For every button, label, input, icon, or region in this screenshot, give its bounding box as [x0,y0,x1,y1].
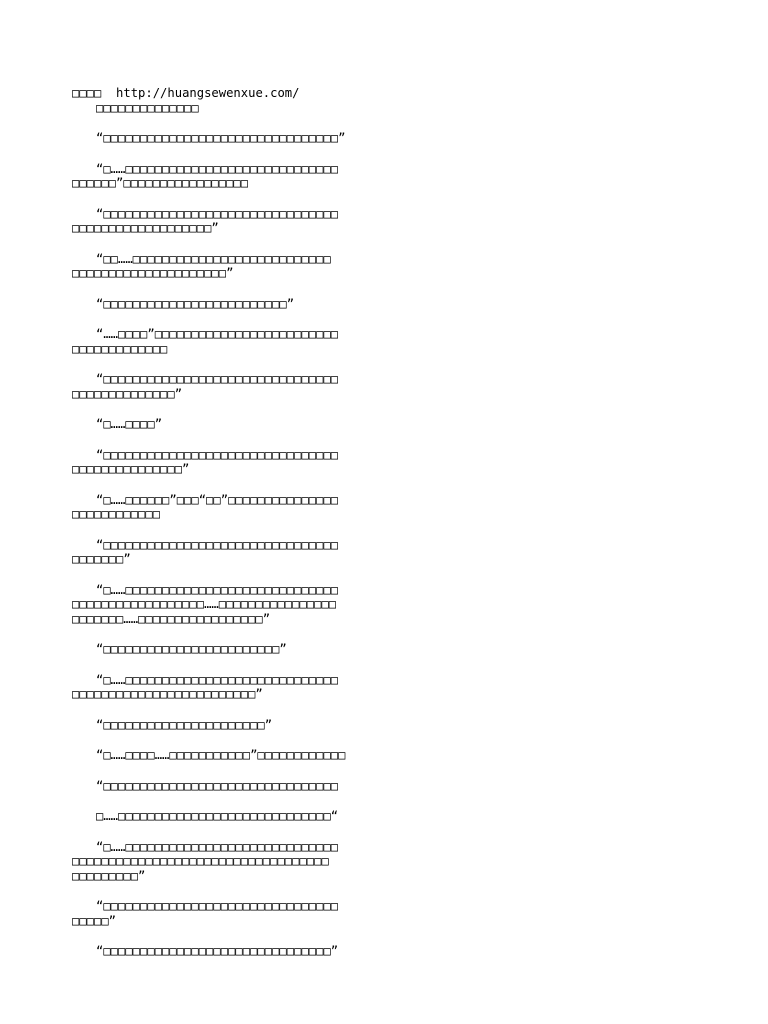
paragraph [72,718,362,733]
paragraph-first-line: “□□□□□□□□□□□□□□□□□□□□□□□□□□□□□□□□ [96,206,339,221]
paragraph-continuation-line: □□□□□□□□□□□□□□□□□□□□□□□□□□□□□□□□□□□ [72,854,329,868]
paragraph-first-line: “□……□□□□” [96,417,163,431]
document-page [72,86,362,959]
paragraph [72,899,362,928]
paragraph [72,673,362,702]
paragraph [72,252,362,281]
paragraph-continuation-line: □□□□□” [72,913,117,928]
paragraph-first-line: “□□□□□□□□□□□□□□□□□□□□□□□□□□□□□□□□ [96,372,339,386]
paragraph-continuation-line: □□□□□□□□□□□□ [72,507,161,521]
paragraph-continuation-line: □□□□□□□□□□□□□□□□□□……□□□□□□□□□□□□□□□□ [72,597,337,611]
site-header-line [72,86,362,101]
paragraph-continuation-line: □□□□□□□□□□□□□□□□□□□□□” [72,266,234,280]
paragraph [72,538,362,567]
paragraph [72,207,362,236]
paragraph-continuation-line: □□□□□□□……□□□□□□□□□□□□□□□□□” [72,611,271,626]
paragraph [72,840,362,884]
paragraph [72,297,362,312]
paragraph-continuation-line: □□□□□□□□□” [72,868,146,883]
paragraph-first-line: “□□□□□□□□□□□□□□□□□□□□□□□□□□□□□□□□ [96,537,339,552]
paragraph-continuation-line: □□□□□□□□□□□□□□□” [72,462,190,476]
site-prefix-text: □□□□ [72,86,117,100]
paragraph [72,131,362,146]
paragraph-first-line: “□……□□□□……□□□□□□□□□□□”□□□□□□□□□□□□ [96,748,346,762]
paragraph-first-line: “□……□□□□□□□□□□□□□□□□□□□□□□□□□□□□□ [96,161,339,176]
site-url-link[interactable]: http://huangsewenxue.com/ [116,86,300,100]
header-subtitle: □□□□□□□□□□□□□□ [96,100,199,115]
paragraph-first-line: “□……□□□□□□□□□□□□□□□□□□□□□□□□□□□□□ [96,672,339,687]
paragraph [72,448,362,477]
paragraph-first-line: “□□□□□□□□□□□□□□□□□□□□□□□□□□□□□□□□ [96,899,339,913]
paragraph-first-line: “……□□□□”□□□□□□□□□□□□□□□□□□□□□□□□□ [96,327,339,341]
paragraph-continuation-line: □□□□□□□□□□□□□ [72,341,168,356]
paragraph [72,642,362,657]
paragraph-first-line: “□□□□□□□□□□□□□□□□□□□□□□” [96,717,273,732]
paragraph-first-line: “□□□□□□□□□□□□□□□□□□□□□□□□□□□□□□□□ [96,778,339,793]
paragraph-first-line: “□□□□□□□□□□□□□□□□□□□□□□□□□□□□□□□□” [96,131,346,145]
paragraph-continuation-line: □□□□□□□” [72,552,131,566]
paragraph-first-line: “□……□□□□□□□□□□□□□□□□□□□□□□□□□□□□□ [96,582,339,597]
paragraph-continuation-line: □□□□□□□□□□□□□□” [72,386,183,401]
paragraph-first-line: “□……□□□□□□□□□□□□□□□□□□□□□□□□□□□□□ [96,839,339,854]
paragraph-first-line: “□□□□□□□□□□□□□□□□□□□□□□□□□□□□□□□□ [96,447,339,462]
paragraph [72,327,362,356]
paragraph [72,944,362,959]
paragraph [72,779,362,794]
paragraph-first-line: “□……□□□□□□”□□□“□□”□□□□□□□□□□□□□□□ [96,492,339,507]
paragraph-first-line: “□□□□□□□□□□□□□□□□□□□□□□□□□□□□□□□” [96,944,339,958]
paragraph-continuation-line: □□□□□□”□□□□□□□□□□□□□□□□□ [72,176,249,190]
paragraph [72,748,362,763]
paragraph-continuation-line: □□□□□□□□□□□□□□□□□□□” [72,221,219,235]
paragraph-continuation-line: □□□□□□□□□□□□□□□□□□□□□□□□□” [72,687,263,701]
paragraph-first-line: “□□□□□□□□□□□□□□□□□□□□□□□□□” [96,296,295,311]
paragraph [72,493,362,522]
document-body [72,131,362,959]
paragraph-first-line: “□□□□□□□□□□□□□□□□□□□□□□□□” [96,642,287,656]
paragraph [72,417,362,432]
paragraph-first-line: □……□□□□□□□□□□□□□□□□□□□□□□□□□□□□□“ [96,809,339,823]
paragraph [72,583,362,627]
paragraph [72,372,362,401]
paragraph [72,809,362,824]
paragraph [72,162,362,191]
paragraph-first-line: “□□……□□□□□□□□□□□□□□□□□□□□□□□□□□□ [96,251,331,266]
